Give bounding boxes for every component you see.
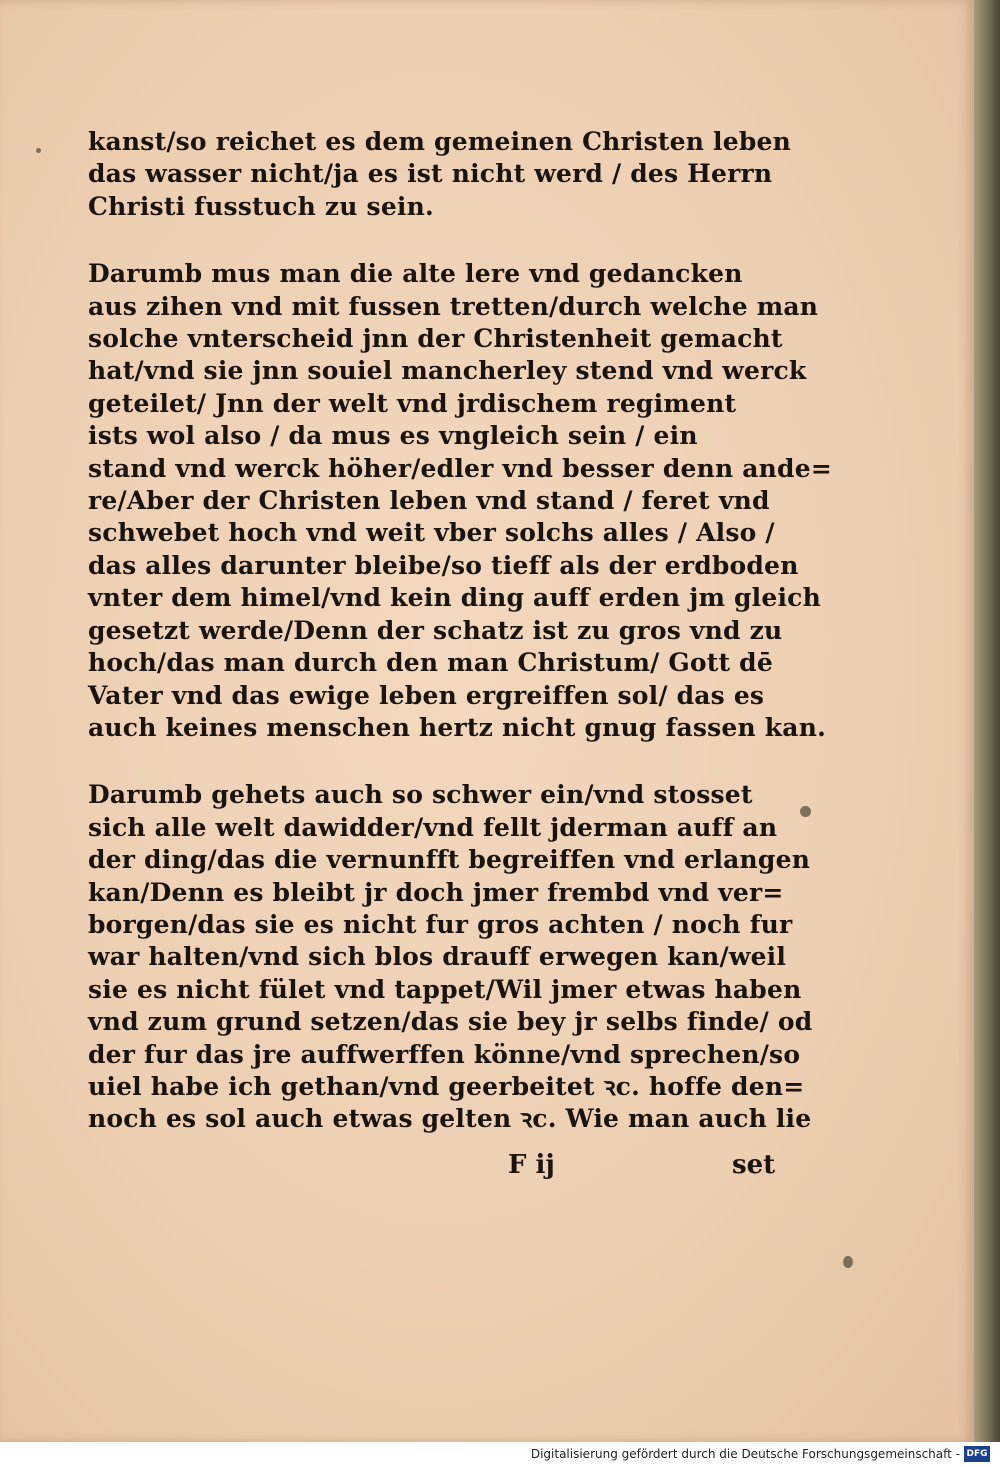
text-line: solche vnterscheid jnn der Christenheit gemacht [88, 324, 783, 354]
paragraph-2 [88, 258, 832, 744]
text-line: kan/Denn es bleibt jr doch jmer frembd vnd ver= [88, 877, 784, 907]
paragraph-1 [88, 126, 791, 223]
page-text [88, 126, 832, 1136]
margin-spot [800, 806, 811, 817]
text-line: stand vnd werck höher/edler vnd besser denn ande= [88, 453, 832, 483]
text-line: war halten/vnd sich blos drauff erwegen kan/weil [88, 942, 787, 972]
text-line: borgen/das sie es nicht fur gros achten / noch fur [88, 909, 793, 939]
page-edge [974, 0, 1000, 1442]
text-line: hoch/das man durch den man Christum/ Gott dē [88, 648, 773, 678]
text-line: der fur das jre auffwerffen könne/vnd sprechen/so [88, 1039, 801, 1069]
text-line: kanst/so reichet es dem gemeinen Christen leben [88, 127, 791, 156]
text-line: uiel habe ich gethan/vnd geerbeitet ꝛc. hoffe den= [88, 1071, 805, 1101]
text-line: aus zihen vnd mit fussen tretten/durch welche man [88, 291, 819, 321]
text-line: vnd zum grund setzen/das sie bey jr selbs finde/ od [88, 1007, 813, 1037]
footer-credit: Digitalisierung gefördert durch die Deutsche Forschungsgemeinschaft - [530, 1447, 960, 1461]
dfg-logo-icon: DFG [964, 1446, 990, 1462]
catchword: set [732, 1150, 776, 1180]
text-line: sich alle welt dawidder/vnd fellt jderman auff an [88, 812, 778, 842]
footer-bar [0, 1442, 1000, 1467]
text-line: das alles darunter bleibe/so tieff als der erdboden [88, 550, 799, 580]
text-line: schwebet hoch vnd weit vber solchs alles / Also / [88, 518, 775, 548]
paragraph-3 [88, 779, 813, 1135]
text-line: das wasser nicht/ja es ist nicht werd / des Herrn [88, 159, 773, 189]
text-line: ists wol also / da mus es vngleich sein / ein [88, 421, 698, 451]
signature-row [0, 1150, 974, 1184]
text-line: sie es nicht fület vnd tappet/Wil jmer etwas haben [88, 974, 802, 1004]
signature-mark: F ij [508, 1150, 555, 1180]
text-line: gesetzt werde/Denn der schatz ist zu gros vnd zu [88, 615, 783, 645]
text-line: Vater vnd das ewige leben ergreiffen sol/ das es [88, 680, 765, 710]
text-line: auch keines menschen hertz nicht gnug fassen kan. [88, 712, 826, 742]
text-line: der ding/das die vernunfft begreiffen vnd erlangen [88, 845, 811, 875]
text-line: geteilet/ Jnn der welt vnd jrdischem regiment [88, 388, 737, 418]
text-line: Darumb gehets auch so schwer ein/vnd stosset [88, 780, 753, 810]
text-line: hat/vnd sie jnn souiel mancherley stend vnd werck [88, 356, 807, 386]
text-line: noch es sol auch etwas gelten ꝛc. Wie man auch lie [88, 1104, 812, 1134]
text-line: vnter dem himel/vnd kein ding auff erden jm gleich [88, 583, 821, 613]
text-line: Darumb mus man die alte lere vnd gedancken [88, 259, 743, 289]
margin-spot [36, 148, 41, 153]
text-line: Christi fusstuch zu sein. [88, 191, 434, 221]
margin-spot [843, 1256, 853, 1268]
text-line: re/Aber der Christen leben vnd stand / feret vnd [88, 486, 770, 516]
